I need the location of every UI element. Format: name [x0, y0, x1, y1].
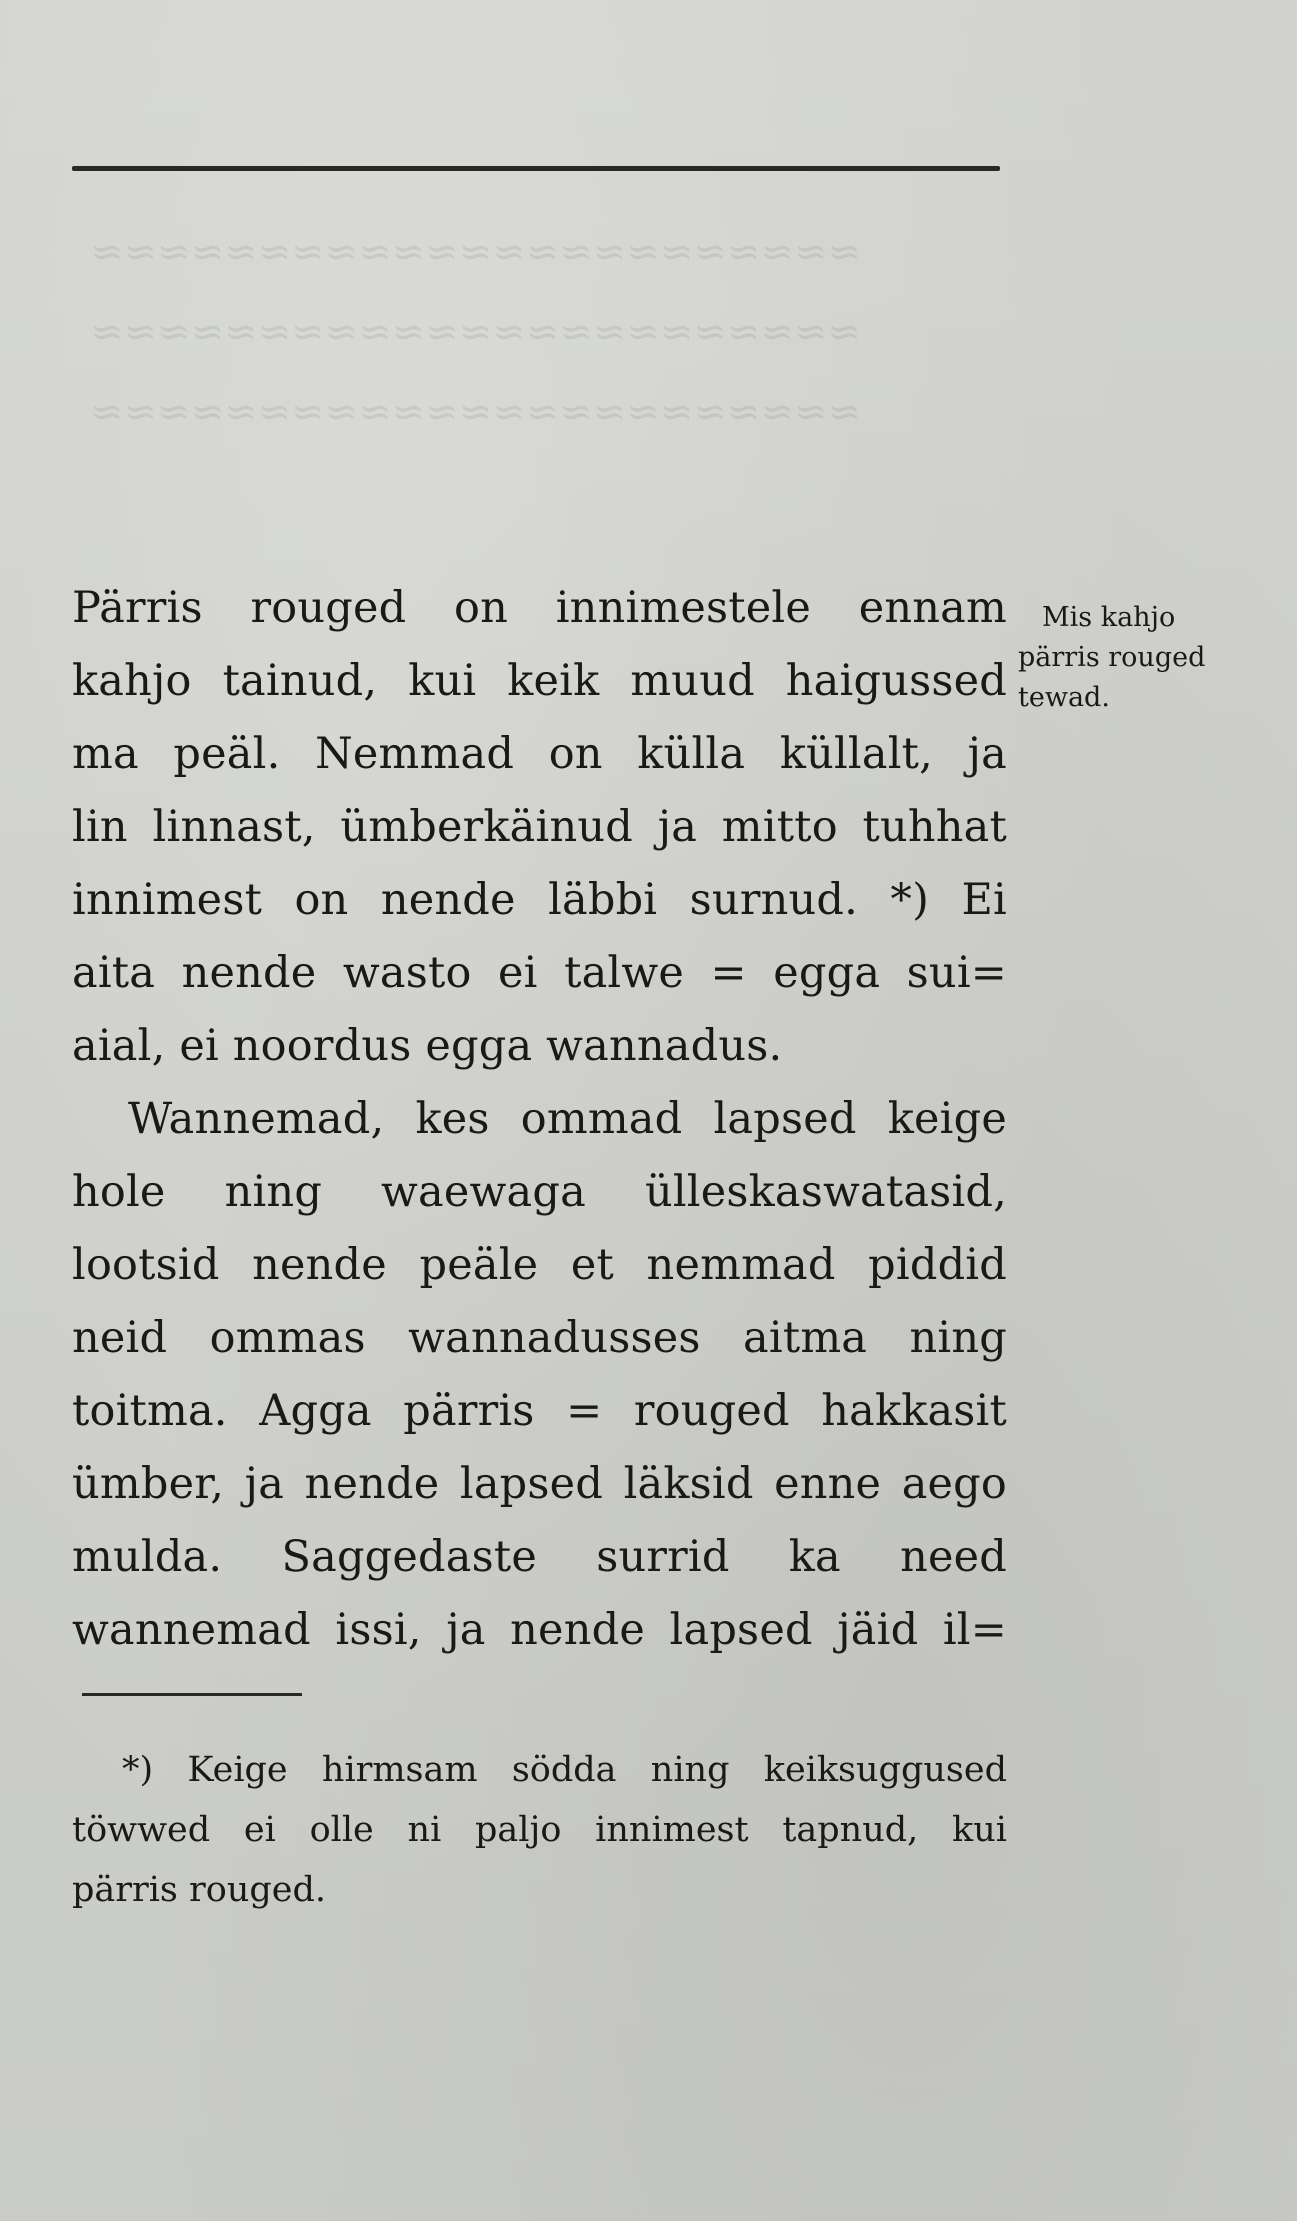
footnote-line: töwwed ei olle ni paljo innimest tapnud, kui [72, 1810, 1007, 1850]
text-line: neid ommas wannadusses aitma ning [72, 1313, 1007, 1363]
bleed-through-top-2: ≈≈≈≈≈≈≈≈≈≈≈≈≈≈≈≈≈≈≈≈≈≈≈ [90, 309, 861, 355]
text-line: ma peäl. Nemmad on külla küllalt, ja [72, 729, 1007, 779]
text-line: aita nende wasto ei talwe = egga sui= [72, 948, 1007, 998]
text-line: aial, ei noordus egga wannadus. [72, 1021, 783, 1071]
margin-note-line: tewad. [1018, 682, 1110, 713]
main-text [72, 572, 1007, 1667]
bleed-through-top: ≈≈≈≈≈≈≈≈≈≈≈≈≈≈≈≈≈≈≈≈≈≈≈ [90, 229, 861, 275]
footnote-line: *) Keige hirmsam södda ning keiksuggused [122, 1750, 1007, 1790]
text-line: ümber, ja nende lapsed läksid enne aego [72, 1459, 1007, 1509]
margin-note-line: pärris rouged [1018, 642, 1206, 673]
text-line: lootsid nende peäle et nemmad piddid [72, 1240, 1007, 1290]
footnote [72, 1740, 1007, 1920]
text-line: Pärris rouged on innimestele ennam [72, 583, 1007, 633]
text-line: innimest on nende läbbi surnud. *) Ei [72, 875, 1007, 925]
header-rule [72, 166, 1000, 171]
text-line: kahjo tainud, kui keik muud haigussed [72, 656, 1007, 706]
bleed-through-top-3: ≈≈≈≈≈≈≈≈≈≈≈≈≈≈≈≈≈≈≈≈≈≈≈ [90, 389, 861, 435]
text-line: hole ning waewaga ülleskaswatasid, [72, 1167, 1007, 1217]
footnote-line: pärris rouged. [72, 1870, 327, 1910]
text-line: toitma. Agga pärris = rouged hakkasit [72, 1386, 1007, 1436]
text-line: mulda. Saggedaste surrid ka need [72, 1532, 1007, 1582]
margin-note-line: Mis kahjo [1042, 602, 1176, 633]
text-line: Wannemad, kes ommad lapsed keige [128, 1094, 1007, 1144]
margin-note [1018, 598, 1258, 718]
footnote-rule [82, 1693, 302, 1696]
text-line: lin linnast, ümberkäinud ja mitto tuhhat [72, 802, 1007, 852]
text-line: wannemad issi, ja nende lapsed jäid il= [72, 1605, 1007, 1655]
